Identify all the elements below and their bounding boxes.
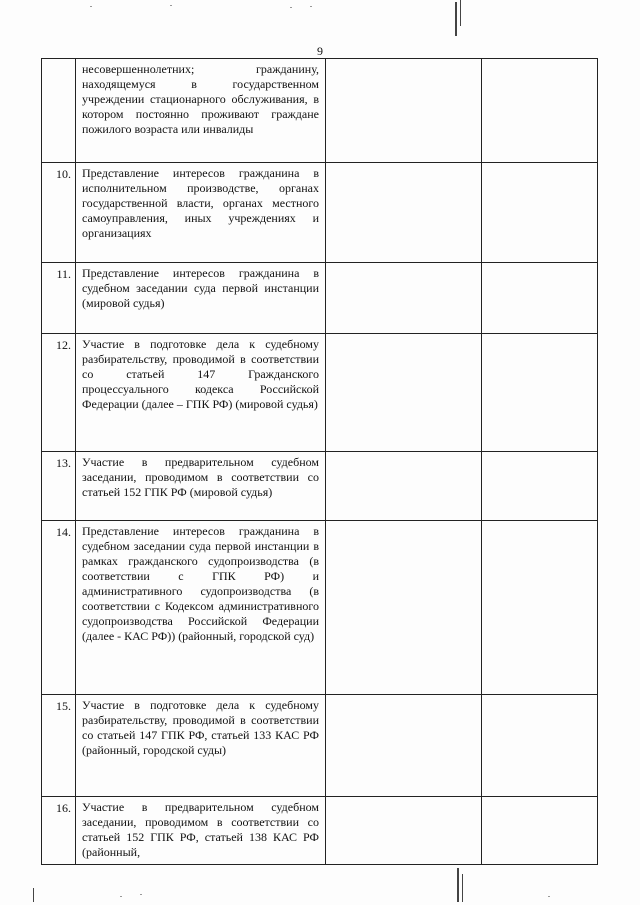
row-cell-empty <box>482 163 598 263</box>
page-number: 9 <box>317 44 323 58</box>
table-row <box>42 163 598 263</box>
row-cell-empty <box>482 334 598 452</box>
scan-artifact-speck <box>290 7 292 8</box>
table-row <box>42 263 598 334</box>
table-row <box>42 59 598 163</box>
scan-artifact-speck <box>140 894 142 895</box>
scan-artifact-line <box>457 868 459 902</box>
row-description: Участие в предварительном судебном заседании, проводимом в соответствии со статьей 152 ГПК РФ (мировой судья) <box>76 452 326 521</box>
scan-artifact-line <box>460 0 461 26</box>
row-cell-empty <box>482 59 598 163</box>
row-cell-empty <box>482 452 598 521</box>
row-cell-empty <box>326 334 482 452</box>
row-description: Участие в подготовке дела к судебному разбирательству, проводимой в соответствии со статьей 147 Гражданского процессуального кодекса Российской Федерации (далее – ГПК РФ) (мировой судья) <box>76 334 326 452</box>
row-description: Представление интересов гражданина в судебном заседании суда первой инстанции в рамках гражданского судопроизводства (в соответствии с ГПК РФ) и административного судопроизводства (в соответствии с Кодексом административного судопроизводства Российской Федерации (далее - КАС РФ)) (районный, городской суд) <box>76 521 326 695</box>
row-description: Представление интересов гражданина в судебном заседании суда первой инстанции (мировой судья) <box>76 263 326 334</box>
scan-artifact-speck <box>120 896 122 897</box>
row-cell-empty <box>326 521 482 695</box>
row-number: 15. <box>42 695 76 797</box>
scan-artifact-line <box>462 874 463 902</box>
row-cell-empty <box>326 695 482 797</box>
table-row <box>42 521 598 695</box>
row-cell-empty <box>482 263 598 334</box>
row-number: 14. <box>42 521 76 695</box>
table-row <box>42 797 598 865</box>
table-row <box>42 334 598 452</box>
services-table <box>41 58 598 865</box>
row-number <box>42 59 76 163</box>
row-cell-empty <box>326 59 482 163</box>
row-cell-empty <box>482 521 598 695</box>
row-description: Представление интересов гражданина в исполнительном производстве, органах государственной власти, органах местного самоуправления, иных учреждениях и организациях <box>76 163 326 263</box>
row-cell-empty <box>326 797 482 865</box>
scan-artifact-line <box>33 888 34 902</box>
row-cell-empty <box>326 163 482 263</box>
row-cell-empty <box>326 452 482 521</box>
row-number: 13. <box>42 452 76 521</box>
row-number: 12. <box>42 334 76 452</box>
row-description: несовершеннолетних; гражданину, находящемуся в государственном учреждении стационарного обслуживания, в котором постоянно проживают граждане пожилого возраста или инвалиды <box>76 59 326 163</box>
row-number: 16. <box>42 797 76 865</box>
row-cell-empty <box>326 263 482 334</box>
row-number: 10. <box>42 163 76 263</box>
scan-artifact-speck <box>90 6 92 7</box>
table-row <box>42 452 598 521</box>
table-row <box>42 695 598 797</box>
row-cell-empty <box>482 695 598 797</box>
scan-artifact-line <box>455 2 457 36</box>
row-cell-empty <box>482 797 598 865</box>
row-description: Участие в подготовке дела к судебному разбирательству, проводимой в соответствии со статьей 147 ГПК РФ, статьей 133 КАС РФ (районный, городской суды) <box>76 695 326 797</box>
scan-artifact-speck <box>310 6 312 7</box>
row-number: 11. <box>42 263 76 334</box>
scan-artifact-speck <box>170 5 172 6</box>
row-description: Участие в предварительном судебном заседании, проводимом в соответствии со статьей 152 ГПК РФ, статьей 138 КАС РФ (районный, <box>76 797 326 865</box>
scan-artifact-speck <box>548 896 550 897</box>
